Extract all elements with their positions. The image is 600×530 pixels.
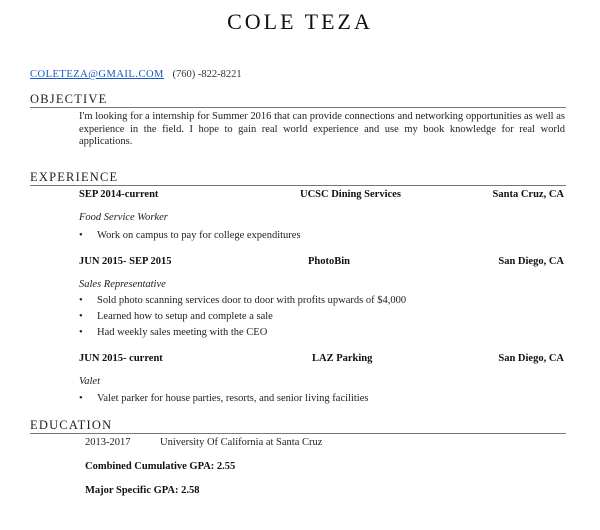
job-date: JUN 2015- SEP 2015 — [79, 256, 172, 267]
bullet-dot-icon: • — [79, 393, 83, 404]
bullet-dot-icon: • — [79, 295, 83, 306]
job-header — [79, 189, 564, 203]
list-item: • Valet parker for house parties, resorts, and senior living facilities — [79, 393, 369, 404]
job-role: Food Service Worker — [79, 212, 168, 223]
objective-heading: OBJECTIVE — [30, 92, 108, 106]
gpa-major: Major Specific GPA: 2.58 — [85, 485, 200, 496]
job-date: JUN 2015- current — [79, 353, 163, 364]
list-item: • Learned how to setup and complete a sale — [79, 311, 273, 322]
list-item: • Work on campus to pay for college expenditures — [79, 230, 301, 241]
experience-heading: EXPERIENCE — [30, 170, 119, 184]
bullet-dot-icon: • — [79, 327, 83, 338]
job-company: PhotoBin — [308, 256, 351, 267]
bullet-dot-icon: • — [79, 230, 83, 241]
contact-line — [30, 69, 242, 80]
gpa-cumulative: Combined Cumulative GPA: 2.55 — [85, 461, 236, 472]
job-location: Santa Cruz, CA — [492, 189, 564, 200]
job-role: Sales Representative — [79, 279, 166, 290]
job-location: San Diego, CA — [498, 256, 564, 267]
job-date: SEP 2014-current — [79, 189, 159, 200]
objective-text: I'm looking for a internship for Summer 2016 that can provide connections and networking opportunities as well as experience in the field. I hope to gain real world experience and use my book knowledge for real world applications. — [79, 111, 565, 147]
job-company: UCSC Dining Services — [300, 189, 401, 200]
phone-number: (760) -822-8221 — [172, 69, 242, 80]
education-school: University Of California at Santa Cruz — [160, 437, 323, 448]
list-item: • Had weekly sales meeting with the CEO — [79, 327, 268, 338]
job-role: Valet — [79, 376, 100, 387]
bullet-dot-icon: • — [79, 311, 83, 322]
job-location: San Diego, CA — [498, 353, 564, 364]
education-heading: EDUCATION — [30, 418, 113, 432]
job-header — [79, 353, 564, 367]
candidate-name: COLE TEZA — [227, 9, 373, 34]
education-entry — [85, 437, 322, 448]
education-divider — [30, 433, 566, 434]
job-company: LAZ Parking — [312, 353, 373, 364]
list-item: • Sold photo scanning services door to door with profits upwards of $4,000 — [79, 295, 407, 306]
job-header — [79, 256, 564, 270]
objective-divider — [30, 107, 566, 108]
education-years: 2013-2017 — [85, 437, 131, 448]
email-link[interactable]: COLETEZA@GMAIL.COM — [30, 69, 164, 80]
experience-divider — [30, 185, 566, 186]
